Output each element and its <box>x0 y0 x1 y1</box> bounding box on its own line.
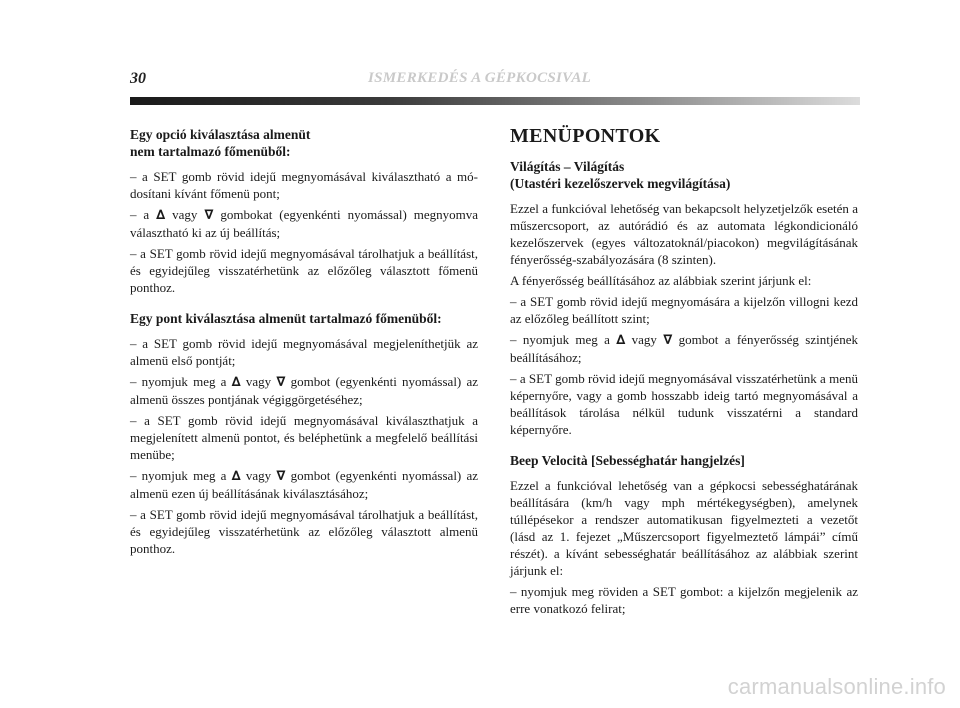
down-triangle-icon: ∇ <box>276 375 286 390</box>
right-column <box>510 126 858 621</box>
header-rule <box>130 97 860 105</box>
right-p4-vagy: vagy <box>625 332 664 347</box>
left-heading-2: Egy pont kiválasztása almenüt tartalmazó főmenüből: <box>130 311 442 326</box>
left-paragraph-5 <box>130 373 478 408</box>
left-column <box>130 126 478 561</box>
right-heading-1 <box>510 158 858 192</box>
left-p5-text-b: gombot (egyenkénti nyomással) az almenü összes pontjának végiggörgetéséhez; <box>130 374 478 407</box>
left-p7-vagy: vagy <box>240 468 277 483</box>
left-p2-text-b: gombokat (egyenkénti nyomással) megnyomva választható ki az új beállítás; <box>130 207 478 240</box>
left-p2-text-a: – a <box>130 207 157 222</box>
left-paragraph-2 <box>130 206 478 241</box>
up-triangle-icon: ∆ <box>156 208 166 223</box>
left-p2-vagy: vagy <box>165 207 205 222</box>
right-heading-2: Beep Velocità [Sebességhatár hangjelzés] <box>510 453 745 468</box>
left-p7-text-b: gombot (egyenkénti nyomással) az almenü ezen új beállításának kiválasztásához; <box>130 468 478 501</box>
left-paragraph-8: – a SET gomb rövid idejű megnyomásával tárolhatjuk a beállítást, és egyidejűleg visszatérhetünk az előzőleg választott almenü ponthoz. <box>130 507 478 556</box>
section-title: MENÜPONTOK <box>510 125 661 147</box>
up-triangle-icon: ∆ <box>616 333 626 348</box>
left-heading-1 <box>130 126 478 160</box>
left-paragraph-4: – a SET gomb rövid idejű megnyomásával megjeleníthetjük az almenü első pontját; <box>130 336 478 368</box>
right-paragraph-2: A fényerősség beállításához az alábbiak szerint járjunk el: <box>510 273 812 288</box>
left-heading-1-line-2: nem tartalmazó főmenüből: <box>130 144 291 159</box>
left-paragraph-7 <box>130 467 478 502</box>
right-paragraph-6: Ezzel a funkcióval lehetőség van a gépkocsi sebességhatárának beállítására (km/h vagy mph mértékegységben), amelynek túllépésekor a rendszer automatikusan figyelmezteti a vezetőt (lásd az 1. fejezet „Műszercsoport figyelmeztető lámpái” című részét). a kívánt sebességhatár beállításához az alábbiak szerint járjunk el: <box>510 478 858 578</box>
page-number: 30 <box>130 70 146 87</box>
up-triangle-icon: ∆ <box>231 469 241 484</box>
watermark-text: carmanualsonline.info <box>727 674 946 699</box>
left-paragraph-1: – a SET gomb rövid idejű megnyomásával kiválasztható a módosítani kívánt főmenü pont; <box>130 169 478 201</box>
right-p4-text-a: – nyomjuk meg a <box>510 332 617 347</box>
right-heading-1-line-1: Világítás – Világítás <box>510 159 625 174</box>
left-paragraph-6: – a SET gomb rövid idejű megnyomásával kiválaszthatjuk a megjelenített almenü pontot, és beléphetünk a megfelelő beállítási menübe; <box>130 413 478 462</box>
left-heading-1-line-1: Egy opció kiválasztása almenüt <box>130 127 311 142</box>
down-triangle-icon: ∇ <box>663 333 673 348</box>
right-paragraph-5: – a SET gomb rövid idejű megnyomásával visszatérhetünk a menü képernyőre, vagy a gomb hosszabb ideig tartó megnyomásával a beállítások tárolása nélkül tudunk visszatérni a standard képernyőre. <box>510 371 858 437</box>
right-paragraph-4 <box>510 331 858 366</box>
left-p7-text-a: – nyomjuk meg a <box>130 468 232 483</box>
left-p5-text-a: – nyomjuk meg a <box>130 374 232 389</box>
right-paragraph-1: Ezzel a funkcióval lehetőség van bekapcsolt helyzetjelzők esetén a műszercsoport, az autórádió és az automata légkondicionáló kezelőszervek (egyes változatoknál/piacokon) megvilágításának fényerősség-szabályozására (8 szinten). <box>510 201 858 267</box>
right-p4-text-b: gombot a fényerősség szintjének beállításához; <box>510 332 858 365</box>
down-triangle-icon: ∇ <box>276 469 286 484</box>
left-paragraph-3: – a SET gomb rövid idejű megnyomásával tárolhatjuk a beállítást, és egyidejűleg visszatérhetünk az előzőleg választott főmenü ponthoz. <box>130 246 478 295</box>
running-header: ISMERKEDÉS A GÉPKOCSIVAL <box>368 70 592 86</box>
right-heading-1-line-2: (Utastéri kezelőszervek megvilágítása) <box>510 176 731 191</box>
left-p5-vagy: vagy <box>240 374 277 389</box>
right-paragraph-7: – nyomjuk meg röviden a SET gombot: a kijelzőn megjelenik az erre vonatkozó felirat; <box>510 584 858 616</box>
down-triangle-icon: ∇ <box>204 208 214 223</box>
up-triangle-icon: ∆ <box>231 375 241 390</box>
right-paragraph-3: – a SET gomb rövid idejű megnyomására a kijelzőn villogni kezd az előzőleg beállított szint; <box>510 294 858 326</box>
